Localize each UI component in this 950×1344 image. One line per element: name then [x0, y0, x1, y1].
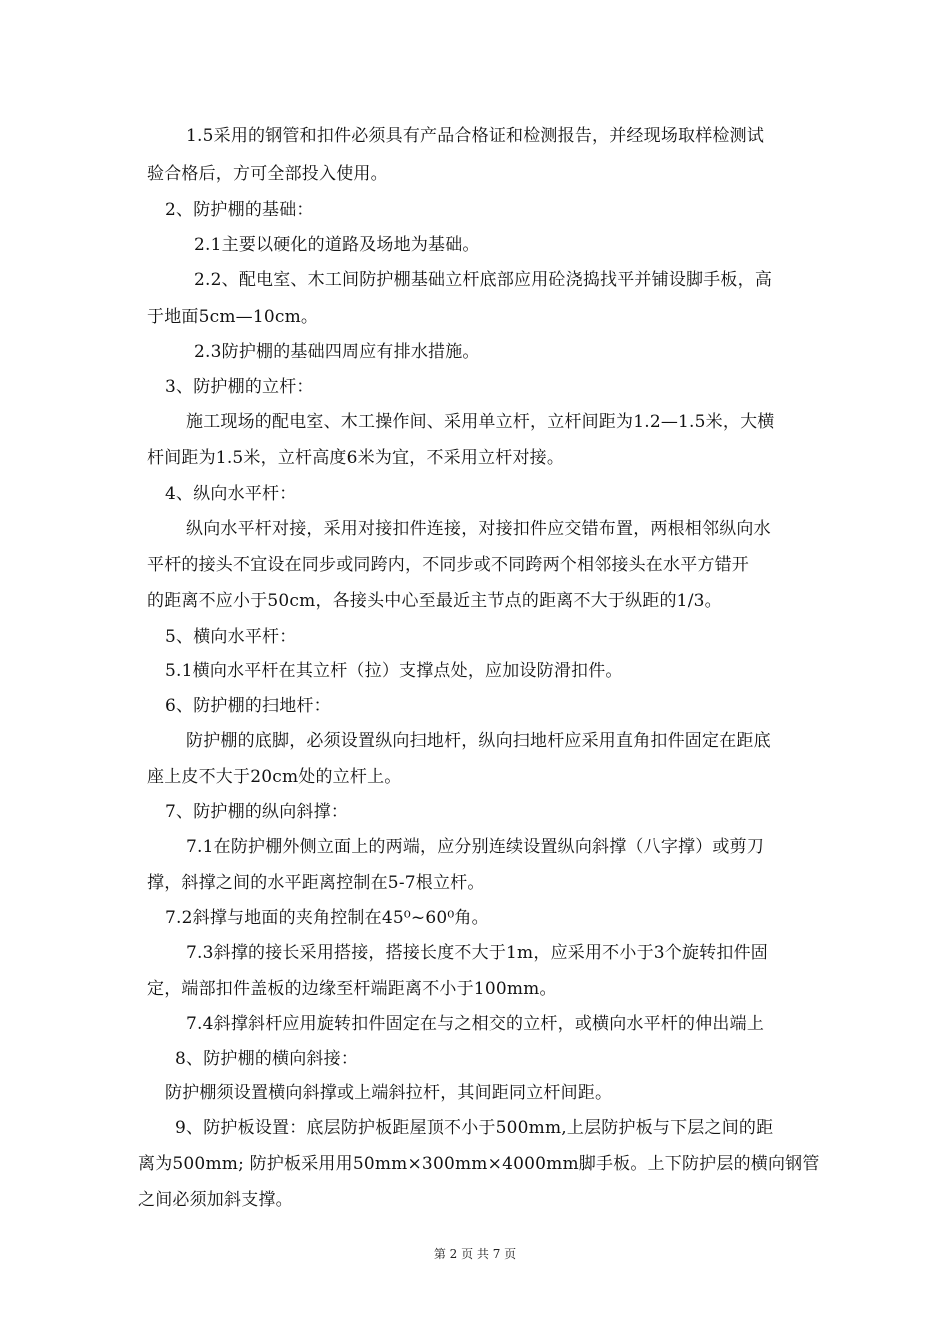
- page-footer: 第 2 页 共 7 页: [433, 1247, 517, 1261]
- heading-4-longitudinal-bar: 4、纵向水平杆：: [165, 484, 297, 504]
- heading-2-foundation: 2、防护棚的基础：: [165, 200, 314, 220]
- paragraph-5-1: 5.1横向水平杆在其立杆（拉）支撑点处，应加设防滑扣件。: [165, 661, 623, 681]
- paragraph-7-4: 7.4斜撑斜杆应用旋转扣件固定在与之相交的立杆，或横向水平杆的伸出端上: [186, 1014, 765, 1034]
- paragraph-8: 防护棚须设置横向斜撑或上端斜拉杆，其间距同立杆间距。: [165, 1083, 613, 1103]
- heading-5-transverse-bar: 5、横向水平杆：: [165, 627, 297, 647]
- paragraph-9-line-1: 9、防护板设置：底层防护板距屋顶不小于500mm,上层防护板与下层之间的距: [175, 1118, 774, 1138]
- heading-8-transverse-brace: 8、防护棚的横向斜接：: [175, 1049, 359, 1069]
- paragraph-2-2-line-2: 于地面5cm—10cm。: [147, 307, 319, 327]
- heading-6-sweep-bar: 6、防护棚的扫地杆：: [165, 696, 331, 716]
- paragraph-4-line-2: 平杆的接头不宜设在同步或同跨内，不同步或不同跨两个相邻接头在水平方错开: [147, 555, 749, 575]
- paragraph-7-3-line-1: 7.3斜撑的接长采用搭接，搭接长度不大于1m，应采用不小于3个旋转扣件固: [186, 943, 768, 963]
- paragraph-7-1-line-2: 撑，斜撑之间的水平距离控制在5-7根立杆。: [147, 873, 485, 893]
- paragraph-1-5-line-2: 验合格后，方可全部投入使用。: [147, 164, 388, 184]
- paragraph-6-line-1: 防护棚的底脚，必须设置纵向扫地杆，纵向扫地杆应采用直角扣件固定在距底: [186, 731, 771, 751]
- paragraph-7-1-line-1: 7.1在防护棚外侧立面上的两端，应分别连续设置纵向斜撑（八字撑）或剪刀: [186, 837, 765, 857]
- paragraph-2-3: 2.3防护棚的基础四周应有排水措施。: [194, 342, 480, 362]
- paragraph-2-1: 2.1主要以硬化的道路及场地为基础。: [194, 235, 480, 255]
- heading-7-longitudinal-brace: 7、防护棚的纵向斜撑：: [165, 802, 349, 822]
- paragraph-3-line-2: 杆间距为1.5米，立杆高度6米为宜，不采用立杆对接。: [147, 448, 565, 468]
- paragraph-9-line-3: 之间必须加斜支撑。: [138, 1190, 293, 1210]
- paragraph-4-line-3: 的距离不应小于50cm，各接头中心至最近主节点的距离不大于纵距的1/3。: [147, 591, 722, 611]
- paragraph-9-line-2: 离为500mm; 防护板采用用50mm×300mm×4000mm脚手板。上下防护层的横向钢管: [138, 1154, 820, 1174]
- paragraph-7-2: 7.2斜撑与地面的夹角控制在45⁰~60⁰角。: [165, 908, 489, 928]
- paragraph-2-2-line-1: 2.2、配电室、木工间防护棚基础立杆底部应用砼浇捣找平并铺设脚手板，高: [194, 270, 773, 290]
- paragraph-6-line-2: 座上皮不大于20cm处的立杆上。: [147, 767, 402, 787]
- paragraph-4-line-1: 纵向水平杆对接，采用对接扣件连接，对接扣件应交错布置，两根相邻纵向水: [186, 519, 771, 539]
- paragraph-7-3-line-2: 定，端部扣件盖板的边缘至杆端距离不小于100mm。: [147, 979, 557, 999]
- paragraph-3-line-1: 施工现场的配电室、木工操作间、采用单立杆，立杆间距为1.2—1.5米，大横: [186, 412, 775, 432]
- heading-3-upright-pole: 3、防护棚的立杆：: [165, 377, 314, 397]
- paragraph-1-5-line-1: 1.5采用的钢管和扣件必须具有产品合格证和检测报告，并经现场取样检测试: [186, 126, 765, 146]
